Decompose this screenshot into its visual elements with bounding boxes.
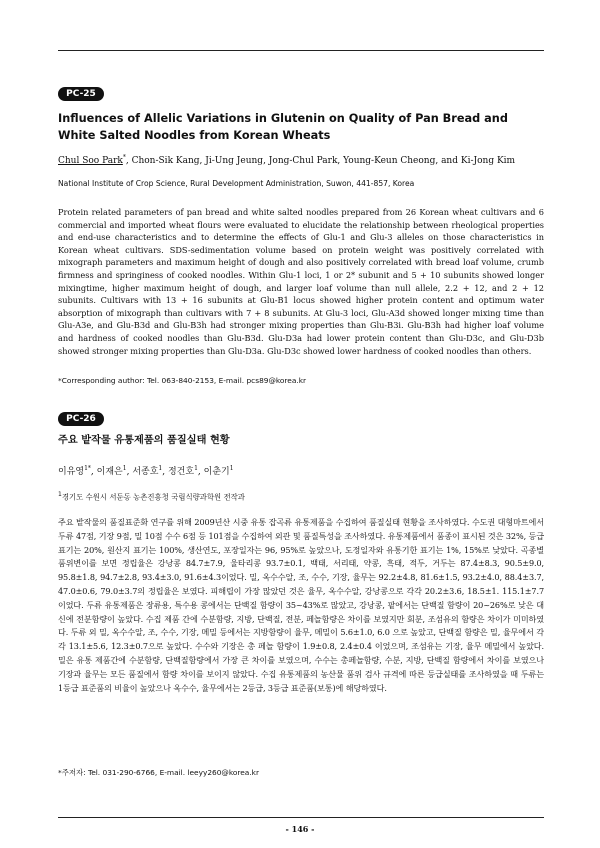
pc25-affiliation: National Institute of Crop Science, Rural Development Administration, Suwon, 441-857, Korea (58, 179, 415, 188)
pc25-corresponding: *Corresponding author: Tel. 063-840-2153, E-mail. pcs89@korea.kr (58, 376, 307, 385)
pc26-author-mark: 1 (158, 465, 163, 472)
pc26-author-mark: 1 (122, 465, 127, 472)
top-rule (58, 50, 544, 51)
pc26-author: 이춘기 (203, 467, 230, 477)
pc26-author-mark: 1 (194, 465, 198, 472)
pc25-first-author: Chul Soo Park (58, 156, 123, 166)
bottom-rule (58, 817, 544, 818)
pc25-abstract-text: Protein related parameters of pan bread and white salted noodles prepared from 26 Korean wheat cultivars and 6 commercial and imported wheat flours were evaluated to elucidate the relationship between rheological properties and end-use characteristics and to determine the effects of Glu-1 and Glu-3 alleles on those characteristics in Korean wheat cultivars. SDS-sedimentation volume based on protein weight was positively correlated with mixograph parameters and maximum height of dough and also positively correlated with bread loaf volume, crumb firmness and springiness of cooked noodles. Within Glu-1 loci, 1 or 2* subunit and 5 + 10 subunits showed longer mixingtime, higher maximum height of dough, and larger loaf volume than null allele, 2.2 + 12, and 2 + 12 subunits. Cultivars with 13 + 16 subunits at Glu-B1 locus showed higher protein content and optimum water absorption of mixograph than cultivars with 7 + 8 subunits. At Glu-3 loci, Glu-A3d showed longer mixing time than Glu-A3e, and Glu-B3d and Glu-B3h had stronger mixing properties than Glu-B3i. Glu-B3h had higher loaf volume and hardness of cooked noodles than Glu-B3d. Glu-D3a had lower protein content than Glu-D3c, and Glu-D3b showed stronger mixing properties than Glu-D3a. Glu-D3c showed lower hardness of cooked noodles than others. (58, 207, 544, 356)
pc26-abstract-text: 주요 밭작물의 품질표준화 연구를 위해 2009년산 시중 유통 잡곡류 유통제품을 수집하여 품질실태 현황을 조사하였다. 수도권 대형마트에서 두류 47점, 기장 9점, 밀 10점 수수 6점 등 101점을 수집하여 외관 및 품질특성을 조사하였다. 유통제품에서 품종이 표시된 것은 32%, 등급표기는 20%, 원산지 표기는 100%, 생산연도, 포장일자는 96, 95%로 높았으나, 도정일자와 유통기한 표기는 1%, 15%로 낮았다. 곡종별 품위변이를 보면 정립율은 강낭콩 84.7±7.9, 울타리콩 93.7±0.1, 백태, 서리태, 약콩, 흑태, 적두, 거두는 87.4±8.3, 90.5±9.0, 95.8±1.8, 94.7±2.8, 93.4±3.0, 91.6±4.3이었다. 밀, 옥수수알, 조, 수수, 기장, 율무는 92.2±4.8, 81.6±1.5, 93.2±4.0, 88.4±3.7, 47.0±0.6, 79.0±3.7의 정립율은 보였다. 피해립이 가장 많았던 것은 율무, 옥수수알, 강낭콩으로 각각 20.2±3.6, 18.5±1. 115.1±7.7 이었다. 두류 유통제품은 장류용, 특수용 콩에서는 단백질 함량이 35~43%로 많았고, 강낭콩, 팥에서는 단백질 함량이 20~26%로 낮은 대신에 전분함량이 높았다. 수집 제품 간에 수분함량, 지방, 단백질, 전분, 페놀함량은 차이를 보였지만 회분, 조섬유의 함량은 차이가 미미하였다. 두류 외 밀, 옥수수알, 조, 수수, 기장, 메밀 등에서는 지방함량이 율무, 메밀이 5.6±1.0, 6.0 으로 높았고, 단백질 함량은 밀, 율무에서 각각 13.1±5.6, 12.3±0.7으로 높았다. 수수와 기장은 총 페놀 함량이 1.9±0.8, 2.4±0.4 이었으며, 조섬유는 기장, 율무 메밀에서 높았다. 밀은 유통 제품간에 수분함량, 단백질함량에서 가장 큰 차이를 보였으며, 수수는 총페놀함량, 수분, 지방, 단백질 함량에서 차이를 보였으나 기장과 율무는 모든 품질에서 함량 차이를 보이지 않았다. 수집 유통제품의 농산물 품위 검사 규격에 따른 등급실태를 조사하였을 때 두류는 1등급 표준품의 비율이 높았으나 옥수수, 율무에서는 2등급, 3등급 표준품(보통)에 해당하였다. (58, 517, 544, 693)
pc26-abstract (58, 516, 544, 695)
pc26-affiliation-mark: 1 (58, 491, 62, 498)
pc26-author: 이재은 (96, 467, 123, 477)
pc26-affiliation (58, 489, 245, 502)
pc25-title: Influences of Allelic Variations in Glutenin on Quality of Pan Bread and White Salted Noodles from Korean Wheats (58, 112, 508, 142)
pc26-author: 이유영 (58, 467, 85, 477)
pc26-authors: 이유영$^{1*}$, 이재은$^1$, 서종호$^1$, 정건호$^1$, 이춘기$^1$ (58, 465, 234, 477)
pc26-author: 정건호 (167, 467, 195, 477)
pc25-other-authors: , Chon-Sik Kang, Ji-Ung Jeung, Jong-Chul Park, Young-Keun Cheong, and Ki-Jong Kim (125, 156, 516, 166)
pc26-author-mark: 1* (84, 465, 91, 472)
pc26-title: 주요 밭작물 유통제품의 품질실태 현황 (58, 435, 230, 446)
pc26-affiliation-text: 경기도 수원시 서둔동 농촌진흥청 국립식량과학원 전작과 (61, 492, 245, 502)
pc25-authors (58, 152, 548, 167)
pc26-author: 서종호 (132, 467, 159, 477)
pc25-abstract (58, 206, 544, 357)
pc26-corresponding: *주저자: Tel. 031-290-6766, E-mail. leeyy260@korea.kr (58, 768, 259, 777)
pc25-first-author-mark: * (122, 154, 126, 161)
pc26-badge: PC-26 (58, 412, 104, 426)
pc26-author-mark: 1 (229, 465, 234, 472)
page-number: - 146 - (285, 824, 315, 834)
pc25-badge: PC-25 (58, 87, 104, 101)
